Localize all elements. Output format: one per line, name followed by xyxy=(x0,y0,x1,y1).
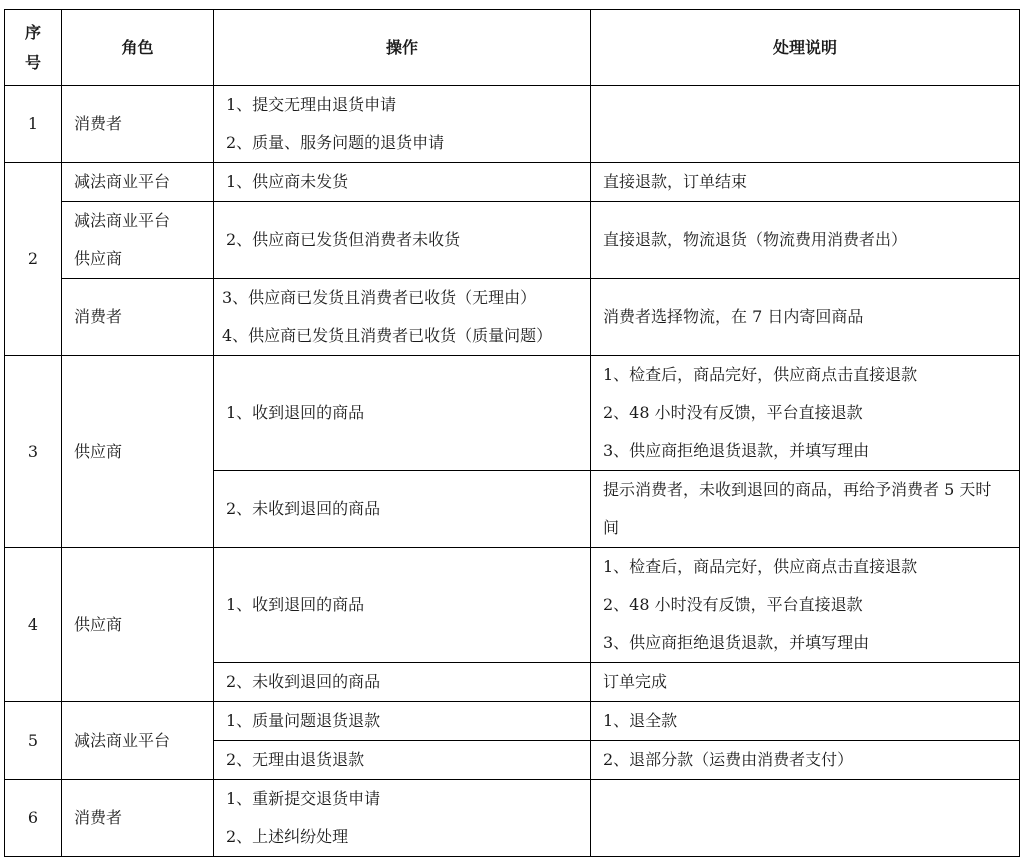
table-row xyxy=(5,702,1020,741)
operation-cell: 1、收到退回的商品 xyxy=(214,548,591,663)
operation-cell: 1、供应商未发货 xyxy=(214,163,591,202)
operation-cell: 1、收到退回的商品 xyxy=(214,356,591,471)
description-cell: 订单完成 xyxy=(591,663,1020,702)
table-row xyxy=(5,279,1020,356)
header-seq: 序 号 xyxy=(5,10,62,86)
row-number: 6 xyxy=(5,780,62,857)
table-row xyxy=(5,86,1020,163)
operation-cell: 2、未收到退回的商品 xyxy=(214,471,591,548)
description-cell: 提示消费者，未收到退回的商品，再给予消费者 5 天时间 xyxy=(591,471,1020,548)
row-number: 2 xyxy=(5,163,62,356)
role-cell: 消费者 xyxy=(62,279,214,356)
role-cell: 消费者 xyxy=(62,86,214,163)
operation-cell: 2、未收到退回的商品 xyxy=(214,663,591,702)
role-cell: 供应商 xyxy=(62,356,214,548)
header-role: 角色 xyxy=(62,10,214,86)
description-cell xyxy=(591,86,1020,163)
row-number: 4 xyxy=(5,548,62,702)
table-row xyxy=(5,356,1020,471)
table-row xyxy=(5,780,1020,857)
operation-cell: 1、重新提交退货申请 2、上述纠纷处理 xyxy=(214,780,591,857)
table-row xyxy=(5,548,1020,663)
table-row xyxy=(5,163,1020,202)
row-number: 5 xyxy=(5,702,62,780)
description-cell: 1、检查后，商品完好，供应商点击直接退款 2、48 小时没有反馈，平台直接退款 3、供应商拒绝退货退款，并填写理由 xyxy=(591,356,1020,471)
table-row xyxy=(5,202,1020,279)
header-operation: 操作 xyxy=(214,10,591,86)
operation-cell: 1、提交无理由退货申请 2、质量、服务问题的退货申请 xyxy=(214,86,591,163)
operation-cell: 2、无理由退货退款 xyxy=(214,741,591,780)
description-cell: 1、退全款 xyxy=(591,702,1020,741)
description-cell: 直接退款，物流退货（物流费用消费者出） xyxy=(591,202,1020,279)
operation-cell: 3、供应商已发货且消费者已收货（无理由） 4、供应商已发货且消费者已收货（质量问题） xyxy=(214,279,591,356)
description-cell xyxy=(591,780,1020,857)
role-cell: 消费者 xyxy=(62,780,214,857)
table-header-row xyxy=(5,10,1020,86)
operation-cell: 1、质量问题退货退款 xyxy=(214,702,591,741)
description-cell: 直接退款，订单结束 xyxy=(591,163,1020,202)
description-cell: 1、检查后，商品完好，供应商点击直接退款 2、48 小时没有反馈，平台直接退款 3、供应商拒绝退货退款，并填写理由 xyxy=(591,548,1020,663)
row-number: 1 xyxy=(5,86,62,163)
role-cell: 减法商业平台 xyxy=(62,163,214,202)
role-cell: 供应商 xyxy=(62,548,214,702)
description-cell: 消费者选择物流，在 7 日内寄回商品 xyxy=(591,279,1020,356)
return-process-table xyxy=(4,9,1020,857)
description-cell: 2、退部分款（运费由消费者支付） xyxy=(591,741,1020,780)
row-number: 3 xyxy=(5,356,62,548)
role-cell: 减法商业平台 xyxy=(62,702,214,780)
header-description: 处理说明 xyxy=(591,10,1020,86)
role-cell: 减法商业平台 供应商 xyxy=(62,202,214,279)
operation-cell: 2、供应商已发货但消费者未收货 xyxy=(214,202,591,279)
